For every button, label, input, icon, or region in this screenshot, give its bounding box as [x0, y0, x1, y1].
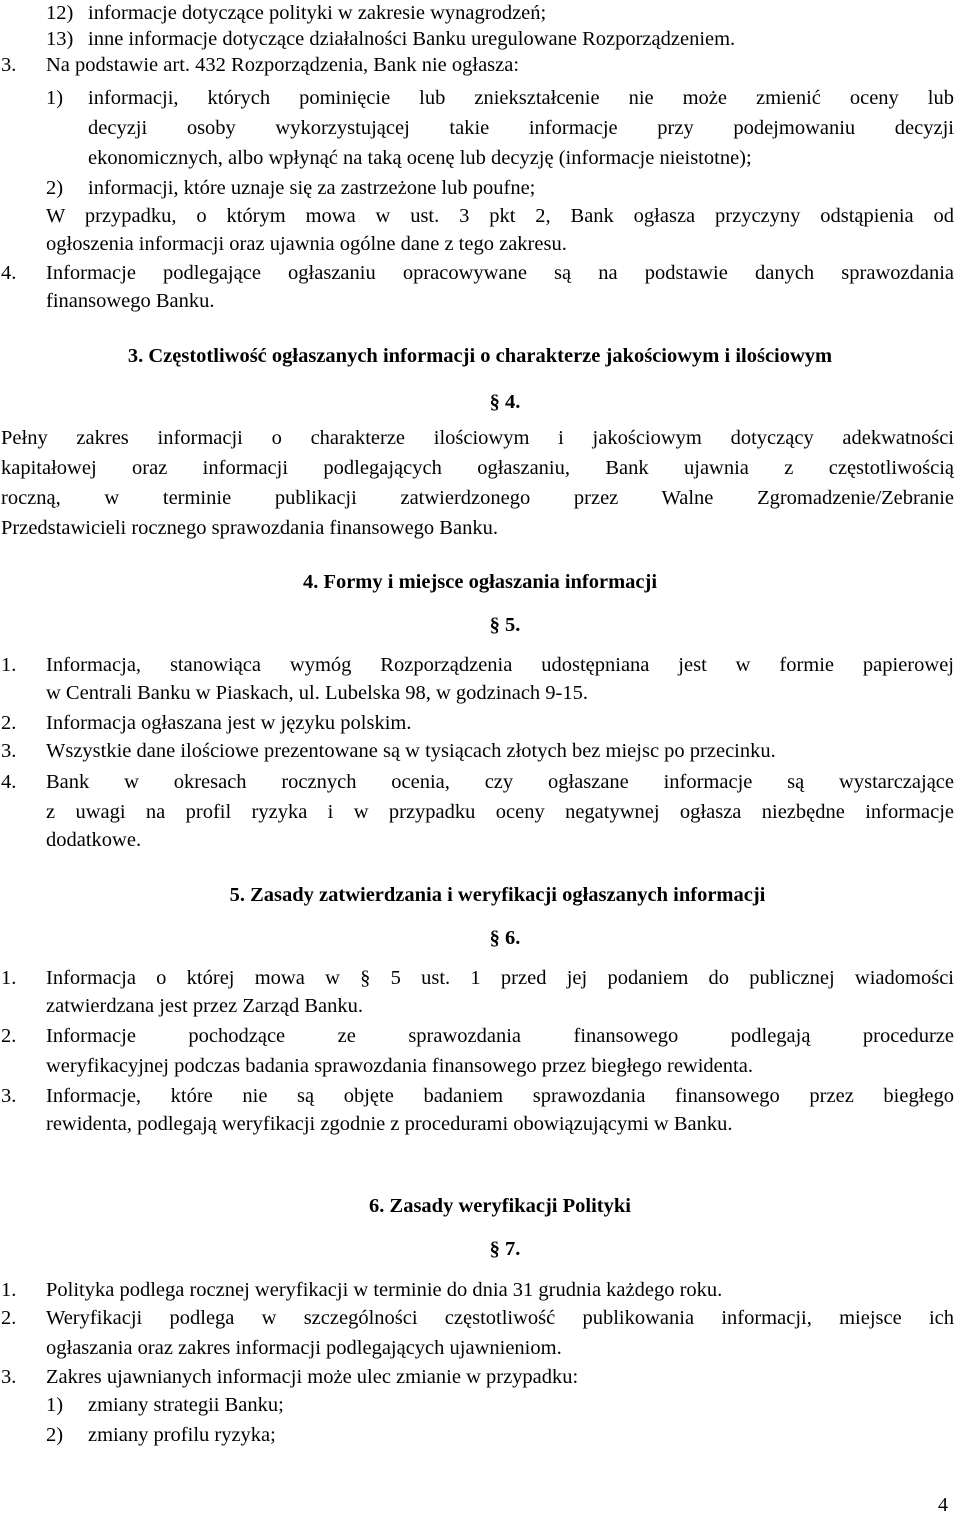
list-number: 12)	[46, 2, 74, 24]
list-item-text: Weryfikacji podlega w szczególności częstotliwość publikowania informacji, miejsce ich	[46, 1307, 954, 1329]
paragraph-sign: § 4.	[489, 391, 521, 413]
paragraph-sign: § 6.	[489, 927, 521, 949]
list-item-text: w Centrali Banku w Piaskach, ul. Lubelska 98, w godzinach 9-15.	[46, 682, 588, 704]
list-number: 1.	[1, 967, 17, 989]
page-number: 4	[938, 1494, 948, 1516]
list-number: 4.	[1, 771, 17, 793]
paragraph-text: W przypadku, o którym mowa w ust. 3 pkt 2, Bank ogłasza przyczyny odstąpienia od	[46, 205, 954, 227]
list-item-text: Wszystkie dane ilościowe prezentowane są w tysiącach złotych bez miejsc po przecinku.	[46, 740, 776, 762]
paragraph-text: Pełny zakres informacji o charakterze ilościowym i jakościowym dotyczący adekwatności	[1, 427, 954, 449]
list-item-text: rewidenta, podlegają weryfikacji zgodnie z procedurami obowiązującymi w Banku.	[46, 1113, 733, 1135]
list-item-text: Zakres ujawnianych informacji może ulec zmianie w przypadku:	[46, 1366, 579, 1388]
paragraph-sign: § 5.	[489, 614, 521, 636]
list-item-text: Informacja o której mowa w § 5 ust. 1 przed jej podaniem do publicznej wiadomości	[46, 967, 954, 989]
list-item-text: zatwierdzana jest przez Zarząd Banku.	[46, 995, 363, 1017]
list-item-text: Polityka podlega rocznej weryfikacji w terminie do dnia 31 grudnia każdego roku.	[46, 1279, 723, 1301]
list-item-text: inne informacje dotyczące działalności Banku uregulowane Rozporządzeniem.	[88, 28, 736, 50]
list-item-text: Na podstawie art. 432 Rozporządzenia, Bank nie ogłasza:	[46, 54, 520, 76]
list-item-text: finansowego Banku.	[46, 290, 215, 312]
list-number: 3.	[1, 740, 17, 762]
paragraph-text: kapitałowej oraz informacji podlegających ogłaszaniu, Bank ujawnia z częstotliwością	[1, 457, 954, 479]
paragraph-text: ogłoszenia informacji oraz ujawnia ogólne dane z tego zakresu.	[46, 233, 567, 255]
list-number: 4.	[1, 262, 17, 284]
list-item-text: z uwagi na profil ryzyka i w przypadku oceny negatywnej ogłasza niezbędne informacje	[46, 801, 954, 823]
list-item-text: zmiany strategii Banku;	[88, 1394, 284, 1416]
section-heading: 4. Formy i miejsce ogłaszania informacji	[302, 571, 658, 593]
section-heading: 3. Częstotliwość ogłaszanych informacji o charakterze jakościowym i ilościowym	[127, 345, 833, 367]
paragraph-text: Przedstawicieli rocznego sprawozdania finansowego Banku.	[1, 517, 498, 539]
list-number: 2)	[46, 177, 64, 199]
paragraph-sign: § 7.	[489, 1238, 521, 1260]
list-number: 1)	[46, 1394, 64, 1416]
list-item-text: zmiany profilu ryzyka;	[88, 1424, 276, 1446]
list-item-text: informacji, które uznaje się za zastrzeżone lub poufne;	[88, 177, 536, 199]
list-item-text: decyzji osoby wykorzystującej takie informacje przy podejmowaniu decyzji	[88, 117, 954, 139]
list-number: 1.	[1, 654, 17, 676]
list-item-text: Informacje pochodzące ze sprawozdania finansowego podlegają procedurze	[46, 1025, 954, 1047]
section-heading: 5. Zasady zatwierdzania i weryfikacji ogłaszanych informacji	[229, 884, 766, 906]
list-item-text: dodatkowe.	[46, 829, 142, 851]
list-item-text: informacje dotyczące polityki w zakresie wynagrodzeń;	[88, 2, 547, 24]
list-item-text: informacji, których pominięcie lub zniekształcenie nie może zmienić oceny lub	[88, 87, 954, 109]
list-number: 2.	[1, 1025, 17, 1047]
list-item-text: Informacja, stanowiąca wymóg Rozporządzenia udostępniana jest w formie papierowej	[46, 654, 954, 676]
list-item-text: Informacje, które nie są objęte badaniem sprawozdania finansowego przez biegłego	[46, 1085, 954, 1107]
list-number: 3.	[1, 1085, 17, 1107]
list-item-text: weryfikacyjnej podczas badania sprawozdania finansowego przez biegłego rewidenta.	[46, 1055, 753, 1077]
list-item-text: Bank w okresach rocznych ocenia, czy ogłaszane informacje są wystarczające	[46, 771, 954, 793]
list-number: 2.	[1, 712, 17, 734]
paragraph-text: roczną, w terminie publikacji zatwierdzonego przez Walne Zgromadzenie/Zebranie	[1, 487, 954, 509]
list-number: 2)	[46, 1424, 64, 1446]
section-heading: 6. Zasady weryfikacji Polityki	[369, 1195, 631, 1217]
list-number: 3.	[1, 1366, 17, 1388]
list-item-text: ogłaszania oraz zakres informacji podlegających ujawnieniom.	[46, 1337, 562, 1359]
list-item-text: ekonomicznych, albo wpłynąć na taką ocenę lub decyzję (informacje nieistotne);	[88, 147, 752, 169]
list-item-text: Informacja ogłaszana jest w języku polskim.	[46, 712, 412, 734]
list-number: 1)	[46, 87, 64, 109]
list-number: 2.	[1, 1307, 17, 1329]
list-item-text: Informacje podlegające ogłaszaniu opracowywane są na podstawie danych sprawozdania	[46, 262, 954, 284]
list-number: 13)	[46, 28, 74, 50]
list-number: 1.	[1, 1279, 17, 1301]
list-number: 3.	[1, 54, 17, 76]
